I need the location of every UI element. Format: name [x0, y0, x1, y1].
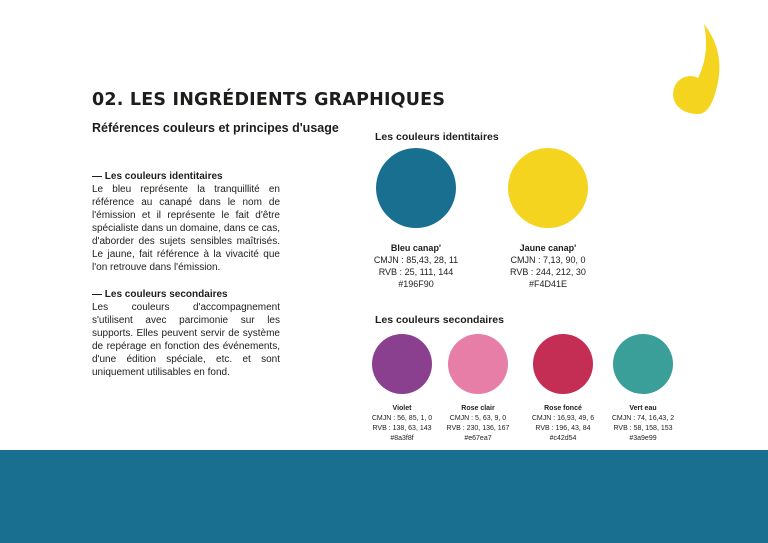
swatch-cmjn: CMJN : 7,13, 90, 0	[510, 255, 586, 265]
page-title: 02. LES INGRÉDIENTS GRAPHIQUES	[92, 90, 446, 110]
yellow-comma-mark-icon	[668, 22, 724, 116]
swatch-hex: #e67ea7	[464, 435, 492, 442]
swatch-rose-fonce	[518, 334, 608, 444]
swatch-circle	[508, 148, 588, 228]
swatch-rvb: RVB : 230, 136, 167	[446, 425, 510, 432]
swatch-cmjn: CMJN : 5, 63, 9, 0	[449, 415, 507, 422]
secondaires-text-block	[92, 288, 280, 379]
swatch-hex: #c42d54	[549, 435, 577, 442]
secondaires-title: Les couleurs secondaires	[375, 314, 504, 326]
swatch-hex: #3a9e99	[629, 435, 657, 442]
swatch-rvb: RVB : 58, 158, 153	[613, 425, 673, 432]
swatch-circle	[533, 334, 593, 394]
bottom-color-band	[0, 450, 768, 543]
swatch-hex: #F4D41E	[528, 279, 568, 289]
swatch-name: Jaune canap'	[519, 243, 577, 253]
swatch-rvb: RVB : 138, 63, 143	[372, 425, 432, 432]
identitaires-heading: — Les couleurs identitaires	[92, 171, 223, 182]
swatch-bleu-canap	[351, 148, 481, 290]
swatch-circle	[448, 334, 508, 394]
swatch-circle	[613, 334, 673, 394]
swatch-name: Rose clair	[461, 405, 495, 412]
secondaires-heading: — Les couleurs secondaires	[92, 289, 228, 300]
identitaires-text-block	[92, 170, 280, 274]
swatch-cmjn: CMJN : 85,43, 28, 11	[373, 255, 459, 265]
swatch-jaune-canap	[483, 148, 613, 290]
swatch-rvb: RVB : 244, 212, 30	[510, 267, 586, 277]
identitaires-paragraph: Le bleu représente la tranquillité en référence au canapé dans le nom de l'émission et il représente le fait d'être spécialiste dans un domaine, dans ce cas, d'aborder des sujets sensibles maîtrisés. Le jaune, fait référence à la vivacité que l'on retrouve dans l'émission.	[92, 184, 280, 273]
swatch-hex: #8a3f8f	[390, 435, 414, 442]
swatch-rvb: RVB : 196, 43, 84	[535, 425, 591, 432]
swatch-cmjn: CMJN : 16,93, 49, 6	[531, 415, 595, 422]
swatch-name: Rose foncé	[544, 405, 582, 412]
swatch-circle	[372, 334, 432, 394]
swatch-cmjn: CMJN : 56, 85, 1, 0	[371, 415, 433, 422]
identitaires-title: Les couleurs identitaires	[375, 131, 499, 143]
swatch-name: Vert eau	[629, 405, 657, 412]
swatch-rose-clair	[433, 334, 523, 444]
secondaires-paragraph: Les couleurs d'accompagnement s'utilisent avec parcimonie sur les supports. Elles peuvent servir de système de repérage en fonction des événements, d'une édition spéciale, etc. et sont uniquement utilisables en fond.	[92, 302, 280, 378]
page-subtitle: Références couleurs et principes d'usage	[92, 121, 339, 135]
swatch-hex: #196F90	[398, 279, 434, 289]
swatch-cmjn: CMJN : 74, 16,43, 2	[611, 415, 675, 422]
swatch-vert-eau	[598, 334, 688, 444]
swatch-circle	[376, 148, 456, 228]
swatch-name: Violet	[392, 405, 412, 412]
swatch-name: Bleu canap'	[390, 243, 442, 253]
swatch-rvb: RVB : 25, 111, 144	[378, 267, 454, 277]
